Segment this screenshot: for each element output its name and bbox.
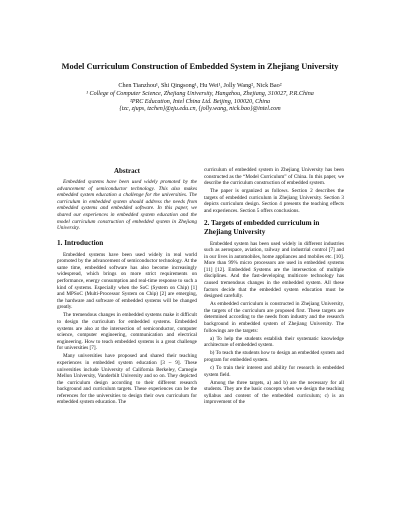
intro-paragraph: Embedded systems have been used widely in real world promoted by the advancement of semiconductor technology. At the same time, embedded software has also become increasingly widespread, which brings on more strict requirements on performance, energy consumption and real-time response to such a kind of systems. Especially when the SoC (System on Chip) [1] and MPSoC (Multi-Processor System on Chip) [2] are emerging, the hardware and software of embedded systems will be changed greatly. — [57, 251, 197, 311]
affiliations — [10, 91, 390, 114]
affiliation-zju: ¹ College of Computer Science, Zhejiang University, Hangzhou, Zhejiang, 310027, P.R.China — [86, 91, 314, 97]
section-heading-introduction: 1. Introduction — [57, 238, 104, 247]
organization-paragraph: The paper is organized as follows. Section 2 describes the targets of embedded curriculum in Zhejiang University. Section 3 depicts curriculum design. Section 4 presents the teaching effects and experiences. Section 5 offers conclusions. — [204, 188, 344, 214]
intro-continuation-paragraph: curriculum of embedded system in Zhejiang University has been constructed as the “Model Curriculum” of China. In this paper, we describe the curriculum construction of embedded system. — [204, 167, 344, 187]
intro-paragraph: The tremendous changes in embedded systems make it difficult to design the curriculum for embedded systems. Embedded systems are also at the intersection of semiconductor, computer science, computer engineering, communication and electrical engineering. How to teach embedded systems is a great challenge for universities [7]. — [57, 312, 197, 352]
target-item-b: b) To teach the students how to design an embedded system and program for embedded system. — [204, 350, 344, 363]
paper-title: Model Curriculum Construction of Embedded System in Zhejiang University — [61, 62, 339, 71]
author-list: Chen Tianzhou¹, Shi Qingsong¹, Hu Wei¹, Jolly Wang², Nick Bao² — [118, 82, 282, 89]
section-heading-targets: 2. Targets of embedded curriculum in Zhejiang University — [204, 218, 320, 236]
right-column — [204, 167, 344, 407]
target-item-a: a) To help the students establish their systematic knowledge architecture of embedded system. — [204, 335, 344, 349]
abstract-text: Embedded systems have been used widely promoted by the advancement of semiconductor technology. This also makes embedded system education a challenge for the universities. The curriculum in embedded system should address the needs from embedded systems and embedded software. In this paper, we shared our experiences in embedded system education and the model curriculum construction of embedded system in Zhejiang University. — [57, 179, 197, 232]
target-item-c: c) To train their interest and ability for research in embedded system field. — [204, 364, 344, 378]
affiliation-intel: ²PRC Education, Intel China Ltd. Beijing, 100020, China — [129, 98, 271, 105]
intro-paragraph: Many universities have proposed and shared their teaching experiences in embedded system education [3 ~ 9]. These universities include University of California Berkeley, Carnegie Mellon University, Vanderbilt University and so on. They depicted the curriculum design according to their different research background and curriculum targets. These experiences can be the references for the universities to design their own curriculum for embedded system education. The — [57, 353, 197, 406]
left-column — [57, 167, 197, 408]
targets-paragraph: Among the three targets, a) and b) are the necessary for all students. They are the basic concepts when we design the teaching syllabus and content of the embedded curriculum; c) is an improvement of the — [204, 379, 344, 406]
abstract-heading: Abstract — [113, 167, 141, 175]
author-emails: {tzc, zjups, tzchen}@zju.edu.cn, {jolly.wang, nick.bao}@intel.com — [119, 106, 281, 113]
targets-paragraph: Embedded system has been used widely in different industries such as aerospace, aviation, railway and industrial control [7] and in our lives in automobiles, home appliances and mobiles etc. [10]. More than 99% micro processors are used in embedded systems [11] [12]. Embedded Systems are the intersection of multiple disciplines. And the fast-developing multicore technology has caused tremendous changes in the embedded system. All these factors decide that the embedded system education must be designed carefully. — [204, 240, 344, 300]
targets-paragraph: As embedded curriculum is constructed in Zhejiang University, the targets of the curriculum are proposed first. These targets are determined according to the needs from industry and the research background in embedded system of Zhejiang University. The followings are the targets: — [204, 301, 344, 334]
